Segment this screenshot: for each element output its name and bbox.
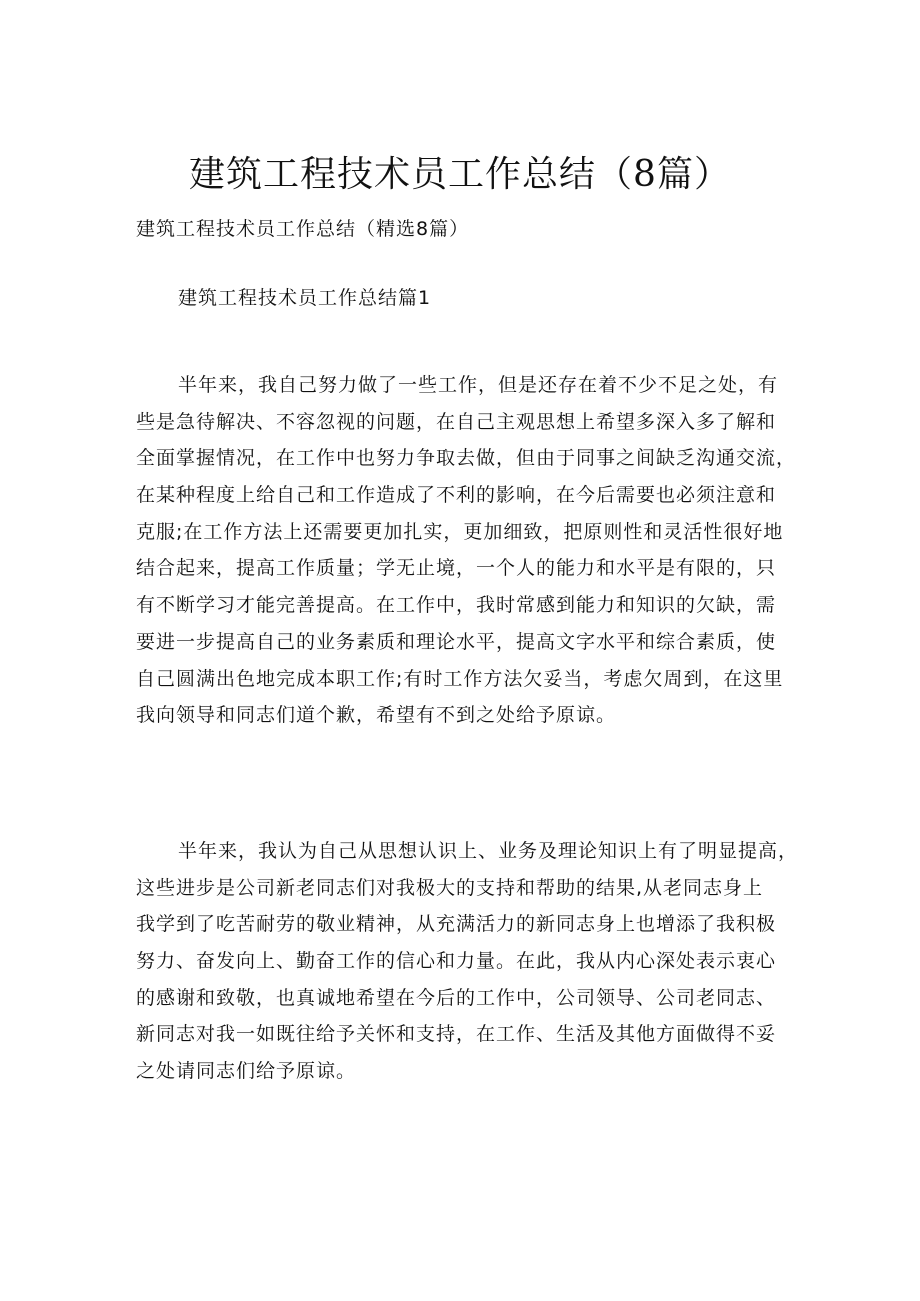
paragraph-line: 我学到了吃苦耐劳的敬业精神，从充满活力的新同志身上也增添了我积极: [136, 913, 777, 936]
paragraph-line: 的感谢和致敬，也真诚地希望在今后的工作中，公司领导、公司老同志、: [136, 986, 777, 1009]
paragraph-line: 些是急待解决、不容忽视的问题，在自己主观思想上希望多深入多了解和: [136, 410, 777, 433]
paragraph-line: 自己圆满出色地完成本职工作;有时工作方法欠妥当，考虑欠周到，在这里: [136, 667, 784, 690]
document-subtitle: 建筑工程技术员工作总结（精选8篇）: [136, 218, 470, 240]
paragraph-line: 新同志对我一如既往给予关怀和支持，在工作、生活及其他方面做得不妥: [136, 1023, 777, 1046]
paragraph-line: 有不断学习才能完善提高。在工作中，我时常感到能力和知识的欠缺，需: [136, 594, 777, 617]
paragraph-line: 在某种程度上给自己和工作造成了不利的影响，在今后需要也必须注意和: [136, 484, 777, 507]
paragraph-line: 这些进步是公司新老同志们对我极大的支持和帮助的结果,从老同志身上: [136, 876, 764, 899]
document-title: 建筑工程技术员工作总结（8篇）: [189, 154, 731, 195]
paragraph-line: 要进一步提高自己的业务素质和理论水平，提高文字水平和综合素质，使: [136, 630, 777, 653]
paragraph-line: 我向领导和同志们道个歉，希望有不到之处给予原谅。: [136, 704, 617, 727]
paragraph-line: 全面掌握情况，在工作中也努力争取去做，但由于同事之间缺乏沟通交流，: [136, 447, 797, 470]
section-heading: 建筑工程技术员工作总结篇1: [178, 287, 432, 309]
paragraph-line: 努力、奋发向上、勤奋工作的信心和力量。在此，我从内心深处表示衷心: [136, 950, 777, 973]
paragraph-line: 半年来，我自己努力做了一些工作，但是还存在着不少不足之处，有: [178, 374, 779, 396]
paragraph-line: 克服;在工作方法上还需要更加扎实，更加细致，把原则性和灵活性很好地: [136, 520, 784, 543]
paragraph-1: [136, 367, 796, 734]
paragraph-line: 半年来，我认为自己从思想认识上、业务及理论知识上有了明显提高，: [178, 840, 799, 862]
paragraph-line: 之处请同志们给予原谅。: [136, 1060, 357, 1083]
paragraph-2: [136, 833, 799, 1090]
paragraph-line: 结合起来，提高工作质量；学无止境，一个人的能力和水平是有限的，只: [136, 557, 777, 580]
